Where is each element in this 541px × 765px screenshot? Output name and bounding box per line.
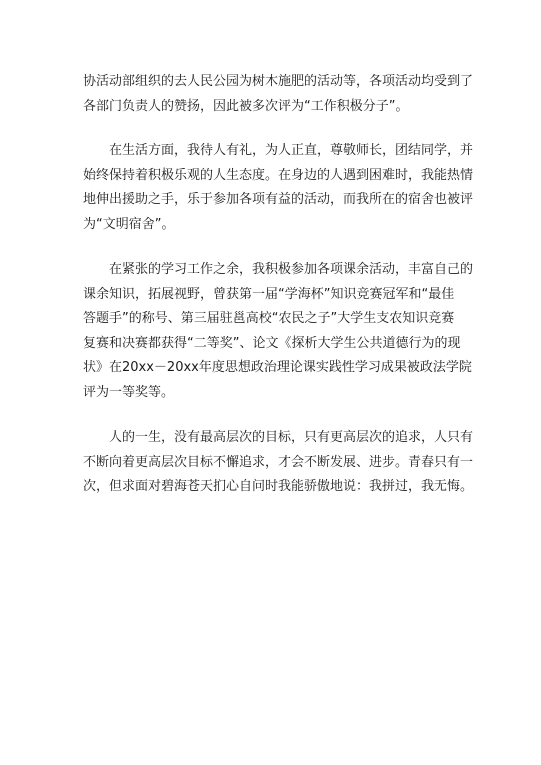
text-line: 状》在20xx－20xx年度思想政治理论课实践性学习成果被政法学院 — [83, 360, 472, 375]
text-line: 课余知识，拓展视野，曾获第一届“学海杯”知识竞赛冠军和“最佳 — [83, 286, 455, 302]
text-line: 答题手”的称号、第三届驻邕高校“农民之子”大学生支农知识竞赛 — [83, 311, 455, 326]
text-line: 在生活方面，我待人有礼，为人正直，尊敬师长，团结同学，并 — [109, 143, 474, 158]
paragraph-conclusion — [83, 426, 475, 500]
text-line: 评为一等奖等。 — [83, 384, 175, 400]
paragraph-study — [83, 258, 475, 405]
text-line: 地伸出援助之手，乐于参加各项有益的活动，而我所在的宿舍也被评 — [83, 192, 474, 207]
text-line: 协活动部组织的去人民公园为树木施肥的活动等，各项活动均受到了 — [83, 74, 474, 89]
text-line: 人的一生，没有最高层次的目标，只有更高层次的追求，人只有 — [109, 430, 474, 445]
text-line: 为“文明宿舍”。 — [83, 216, 175, 232]
paragraph-work-activities — [83, 70, 475, 119]
document-body — [83, 70, 475, 520]
text-line: 复赛和决赛都获得“二等奖”、论文《探析大学生公共道德行为的现 — [83, 335, 461, 351]
text-line: 各部门负责人的赞扬，因此被多次评为“工作积极分子”。 — [83, 98, 409, 114]
text-line: 在紧张的学习工作之余，我积极参加各项课余活动，丰富自己的 — [109, 262, 474, 277]
paragraph-life — [83, 139, 475, 237]
text-line: 次，但求面对碧海苍天扪心自问时我能骄傲地说：我拼过，我无悔。 — [83, 479, 474, 494]
text-line: 不断向着更高层次目标不懈追求，才会不断发展、进步。青春只有一 — [83, 454, 474, 470]
text-line: 始终保持着积极乐观的人生态度。在身边的人遇到困难时，我能热情 — [83, 167, 474, 183]
